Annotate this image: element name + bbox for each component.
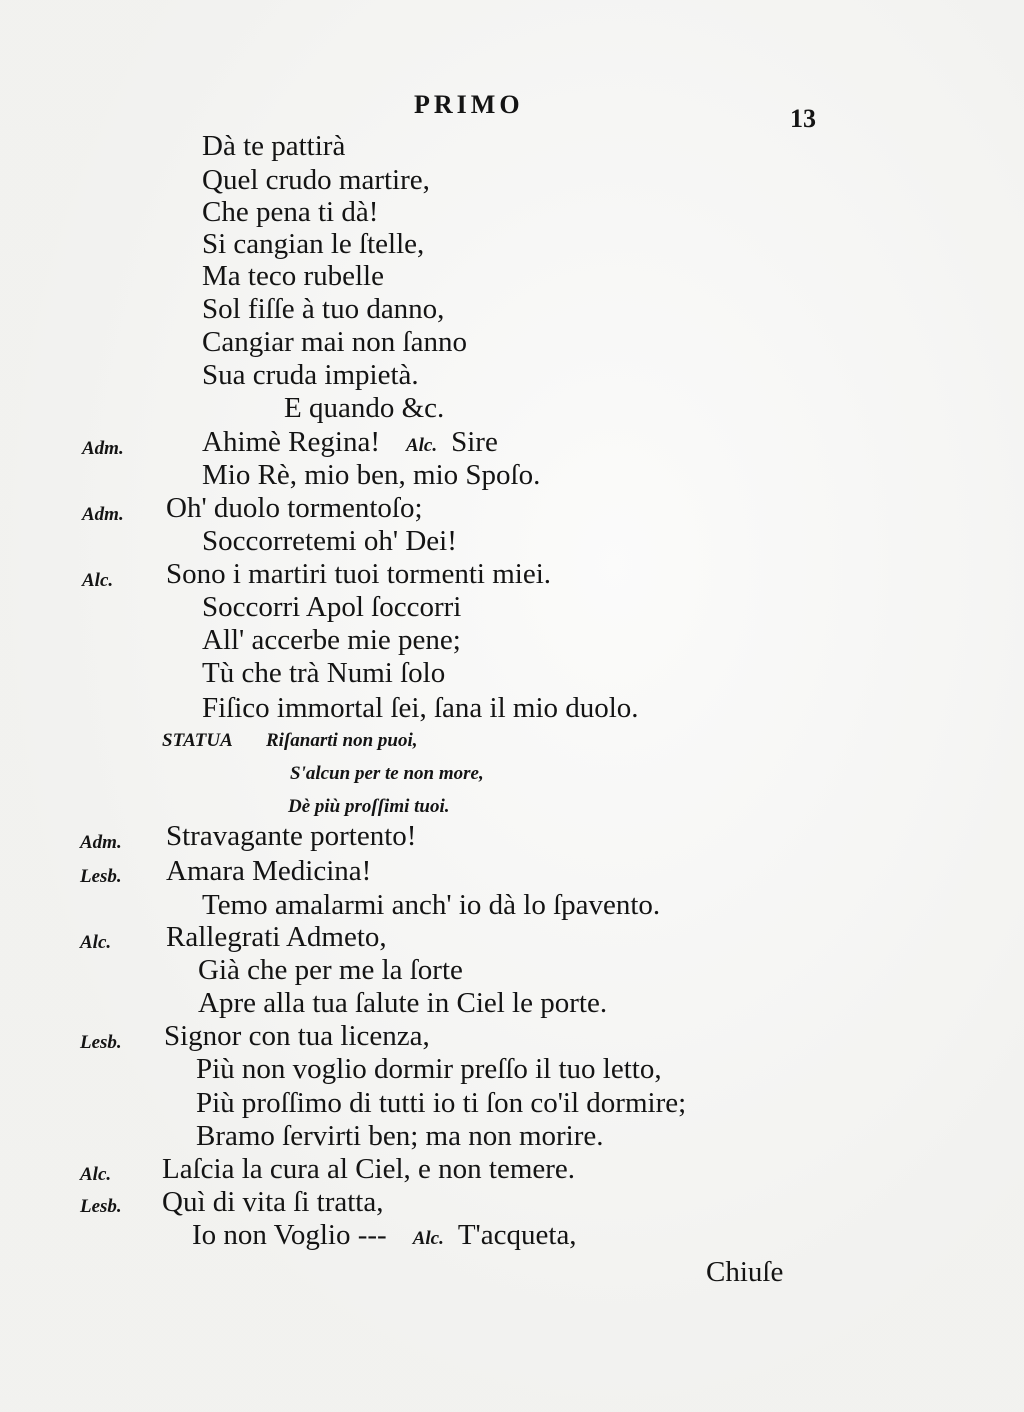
verse-line: S'alcun per te non more,	[290, 763, 484, 784]
verse-line: Sol fiſſe à tuo danno,	[202, 293, 445, 325]
speaker-label: Adm.	[82, 504, 124, 525]
show-through-text	[560, 112, 568, 146]
verse-line: Soccorri Apol ſoccorri	[202, 591, 462, 623]
verse-line: Quel crudo martire,	[202, 164, 430, 196]
verse-line: All' accerbe mie pene;	[202, 624, 461, 656]
verse-line: Mio Rè, mio ben, mio Spoſo.	[202, 459, 541, 491]
verse-line: Soccorretemi oh' Dei!	[202, 525, 457, 557]
verse-line	[202, 426, 498, 462]
speaker-label: Alc.	[80, 932, 112, 953]
verse-line	[192, 1219, 577, 1255]
verse-line: Temo amalarmi anch' io dà lo ſpavento.	[202, 889, 661, 921]
verse-line: Cangiar mai non ſanno	[202, 326, 467, 358]
verse-line: Apre alla tua ſalute in Ciel le porte.	[198, 987, 608, 1019]
verse-line: Più non voglio dormir preſſo il tuo letto,	[196, 1053, 662, 1085]
verse-line: Riſanarti non puoi,	[266, 730, 418, 751]
verse-line: E quando &c.	[284, 392, 445, 424]
verse-text: T'acqueta,	[457, 1219, 577, 1251]
verse-line: Signor con tua licenza,	[164, 1020, 430, 1052]
speaker-label: Adm.	[82, 438, 124, 459]
verse-line: Amara Medicina!	[166, 855, 372, 887]
verse-text: Sire	[451, 426, 498, 458]
speaker-label: Lesb.	[80, 1196, 122, 1217]
speaker-label: Alc.	[82, 570, 114, 591]
verse-line: Oh' duolo tormentoſo;	[166, 492, 423, 524]
verse-text: Io non Voglio ---	[192, 1219, 387, 1251]
inline-speaker-label: Alc.	[405, 435, 438, 456]
verse-line: Tù che trà Numi ſolo	[202, 657, 446, 689]
catchword: Chiuſe	[706, 1256, 784, 1288]
verse-line: Laſcia la cura al Ciel, e non temere.	[162, 1153, 576, 1185]
speaker-label: Adm.	[80, 832, 122, 853]
speaker-label: Alc.	[80, 1164, 112, 1185]
verse-line: Più proſſimo di tutti io ti ſon co'il dormire;	[196, 1087, 687, 1119]
page-number: 13	[790, 104, 816, 133]
speaker-label: Lesb.	[80, 1032, 122, 1053]
verse-line: Rallegrati Admeto,	[166, 921, 387, 953]
verse-line: Ma teco rubelle	[202, 260, 384, 292]
verse-line: Bramo ſervirti ben; ma non morire.	[196, 1120, 604, 1152]
verse-line: Si cangian le ſtelle,	[202, 228, 425, 260]
verse-line: Stravagante portento!	[166, 820, 417, 852]
verse-line: Dà te pattirà	[202, 130, 346, 162]
verse-line: Che pena ti dà!	[202, 196, 379, 228]
verse-line: Sua cruda impietà.	[202, 359, 419, 391]
verse-line: Quì di vita ſi tratta,	[162, 1186, 384, 1218]
verse-text: Ahimè Regina!	[202, 426, 380, 458]
verse-line: Dè più proſſimi tuoi.	[288, 796, 450, 817]
speaker-label: STATUA	[162, 730, 233, 751]
inline-speaker-label: Alc.	[412, 1228, 444, 1249]
verse-line: Fiſico immortal ſei, ſana il mio duolo.	[202, 692, 639, 724]
verse-line: Già che per me la ſorte	[198, 954, 463, 986]
speaker-label: Lesb.	[80, 866, 122, 887]
running-header: PRIMO	[414, 90, 524, 119]
verse-line: Sono i martiri tuoi tormenti miei.	[166, 558, 552, 590]
